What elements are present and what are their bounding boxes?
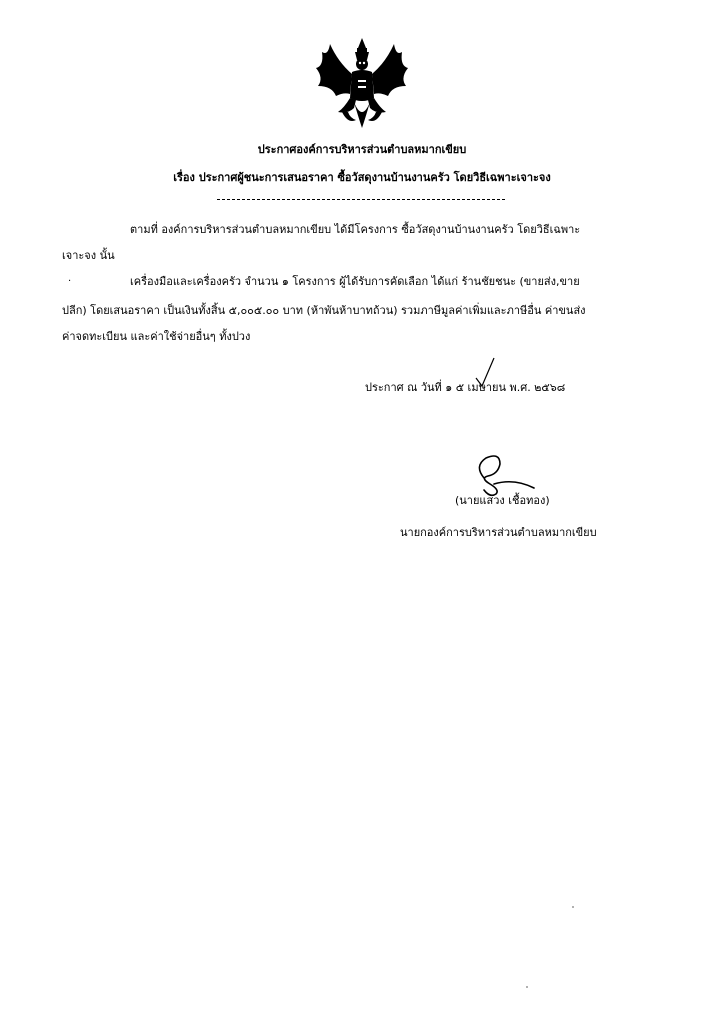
signer-name: (นายแสวง เชื้อทอง) [455, 494, 550, 507]
handwritten-date-mark-icon [474, 356, 496, 388]
paragraph-2-line-2: ปลีก) โดยเสนอราคา เป็นเงินทั้งสิ้น ๕,๐๐๕.๐๐ บาท (ห้าพันห้าบาทถ้วน) รวมภาษีมูลค่าเพิ่มและภาษีอื่น ค่าขนส่ง [62, 304, 586, 317]
scan-speck [526, 986, 528, 988]
paragraph-1-line-2: เจาะจง นั้น [62, 249, 115, 262]
paragraph-1-line-1: ตามที่ องค์การบริหารส่วนตำบลหมากเขียบ ได้มีโครงการ ซื้อวัสดุงานบ้านงานครัว โดยวิธีเฉพาะ [130, 223, 581, 236]
garuda-emblem-icon [308, 38, 416, 130]
paragraph-2-line-3: ค่าจดทะเบียน และค่าใช้จ่ายอื่นๆ ทั้งปวง [62, 330, 251, 343]
document-subject: เรื่อง ประกาศผู้ชนะการเสนอราคา ซื้อวัสดุงานบ้านงานครัว โดยวิธีเฉพาะเจาะจง [173, 171, 551, 184]
scan-speck [572, 906, 574, 908]
paragraph-2-line-1: เครื่องมือและเครื่องครัว จำนวน ๑ โครงการ ผู้ได้รับการคัดเลือก ได้แก่ ร้านชัยชนะ (ขายส่ง,ขาย [130, 275, 580, 288]
signer-position: นายกองค์การบริหารส่วนตำบลหมากเขียบ [400, 526, 597, 539]
announcement-date: ประกาศ ณ วันที่ ๑ ๕ เมษายน พ.ศ. ๒๕๖๘ [365, 381, 566, 394]
bullet-mark: · [68, 276, 72, 287]
document-title: ประกาศองค์การบริหารส่วนตำบลหมากเขียบ [257, 143, 467, 156]
separator-line [217, 199, 505, 200]
